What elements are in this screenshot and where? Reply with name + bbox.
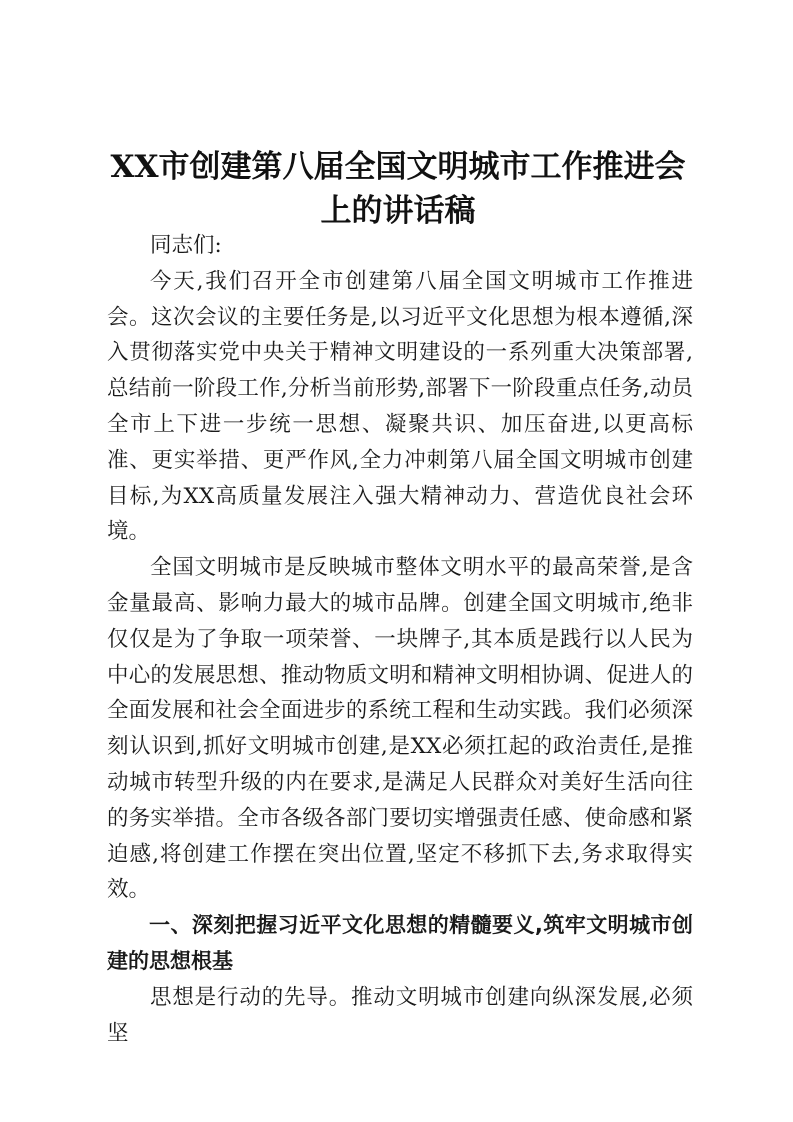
section-paragraph-1: 思想是行动的先导。推动文明城市创建向纵深发展,必须坚	[107, 984, 693, 1046]
document-title: XX市创建第八届全国文明城市工作推进会上的讲话稿	[110, 149, 686, 229]
paragraph-1: 今天,我们召开全市创建第八届全国文明城市工作推进会。这次会议的主要任务是,以习近平文化思想为根本遵循,深入贯彻落实党中央关于精神文明建设的一系列重大决策部署,总结前一阶段工作,分析当前形势,部署下一阶段重点任务,动员全市上下进一步统一思想、凝聚共识、加压奋进,以更高标准、更实举措、更严作风,全力冲刺第八届全国文明城市创建目标,为XX高质量发展注入强大精神动力、营造优良社会环境。	[107, 268, 693, 545]
section-heading-1: 一、深刻把握习近平文化思想的精髓要义,筑牢文明城市创建的思想根基	[107, 913, 693, 973]
paragraph-2: 全国文明城市是反映城市整体文明水平的最高荣誉,是含金量最高、影响力最大的城市品牌。创建全国文明城市,绝非仅仅是为了争取一项荣誉、一块牌子,其本质是践行以人民为中心的发展思想、推动物质文明和精神文明相协调、促进人的全面发展和社会全面进步的系统工程和生动实践。我们必须深刻认识到,抓好文明城市创建,是XX必须扛起的政治责任,是推动城市转型升级的内在要求,是满足人民群众对美好生活向往的务实举措。全市各级各部门要切实增强责任感、使命感和紧迫感,将创建工作摆在突出位置,坚定不移抓下去,务求取得实效。	[107, 555, 693, 903]
greeting: 同志们:	[150, 233, 222, 258]
document-body	[107, 228, 693, 1051]
